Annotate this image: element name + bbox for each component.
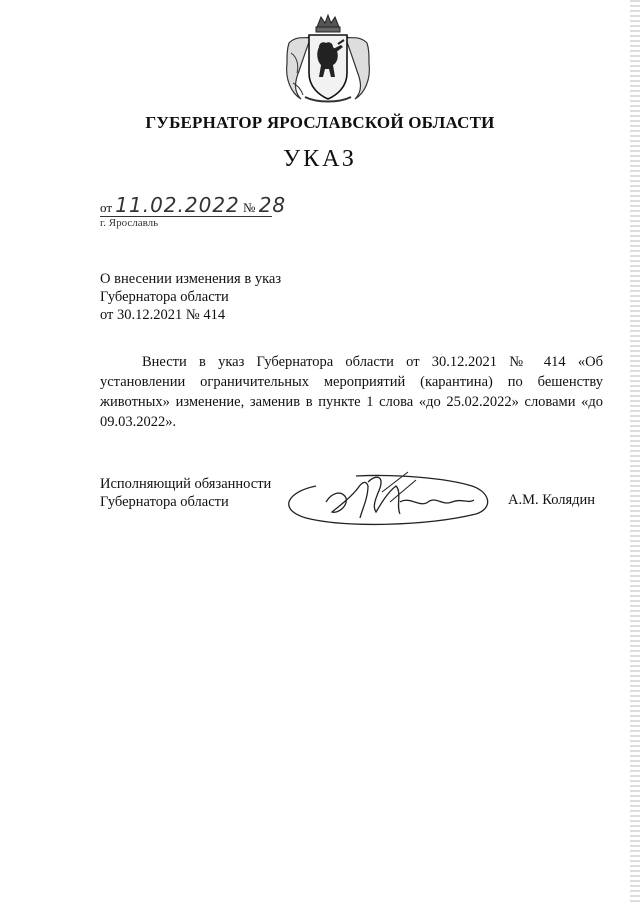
position-line: Исполняющий обязанности [100,476,272,492]
document-type-title: УКАЗ [283,146,357,172]
document-date: 11.02.2022 [115,193,240,217]
date-prefix: от [100,200,113,215]
scan-edge [630,0,640,905]
registration-line [100,193,286,217]
signatory-name: А.М. Колядин [508,492,596,508]
number-prefix: № [243,200,256,215]
subject-line: О внесении изменения в указ [100,271,282,287]
authority-title: ГУБЕРНАТОР ЯРОСЛАВСКОЙ ОБЛАСТИ [145,113,495,132]
body-paragraph: Внести в указ Губернатора области от 30.12.2021 № 414 «Об установлении ограничительных мероприятий (карантина) по бешенству животных» изменение, заменив в пункте 1 слова «до 25.02.2022» словами «до 09.03.2022». [100,354,603,430]
document-subject [100,270,281,324]
coat-of-arms-icon [283,13,373,105]
handwritten-signature-icon [276,462,498,532]
document-number: 28 [258,193,287,217]
issue-city: г. Ярославль [100,217,159,229]
subject-line: Губернатора области [100,289,229,305]
position-line: Губернатора области [100,494,229,510]
signatory-position [100,475,271,511]
subject-line: от 30.12.2021 № 414 [100,307,226,323]
